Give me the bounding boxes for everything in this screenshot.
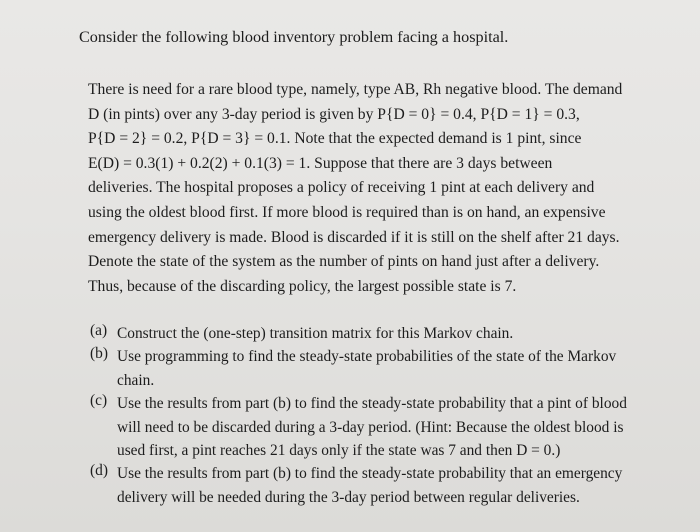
question-parts — [90, 322, 670, 509]
intro-sentence: Consider the following blood inventory problem facing a hospital. — [79, 28, 509, 46]
part-line: Use the results from part (b) to find the steady-state probability that a pint of blood — [117, 395, 627, 413]
part-d — [90, 462, 670, 509]
part-line: chain. — [117, 371, 155, 389]
part-label: (c) — [90, 392, 108, 410]
part-line: Use programming to find the steady-state probabilities of the state of the Markov — [117, 348, 617, 366]
part-label: (d) — [90, 462, 108, 480]
problem-line: E(D) = 0.3(1) + 0.2(2) + 0.1(3) = 1. Suppose that there are 3 days between — [88, 154, 553, 172]
problem-line: There is need for a rare blood type, namely, type AB, Rh negative blood. The demand — [88, 81, 623, 98]
part-label: (b) — [90, 345, 108, 363]
part-label: (a) — [90, 322, 108, 339]
part-b — [90, 345, 670, 392]
problem-statement — [88, 78, 668, 299]
problem-line: Denote the state of the system as the number of pints on hand just after a delivery. — [88, 253, 600, 271]
part-line: Construct the (one-step) transition matrix for this Markov chain. — [117, 325, 514, 342]
problem-line: emergency delivery is made. Blood is discarded if it is still on the shelf after 21 days. — [88, 228, 620, 246]
problem-line: P{D = 2} = 0.2, P{D = 3} = 0.1. Note that the expected demand is 1 pint, since — [88, 130, 582, 148]
part-line: will need to be discarded during a 3-day period. (Hint: Because the oldest blood is — [117, 418, 624, 436]
part-line: delivery will be needed during the 3-day period between regular deliveries. — [117, 488, 580, 506]
problem-line: Thus, because of the discarding policy, the largest possible state is 7. — [88, 277, 517, 295]
part-a — [90, 322, 670, 345]
problem-line: D (in pints) over any 3-day period is given by P{D = 0} = 0.4, P{D = 1} = 0.3, — [88, 105, 580, 123]
part-line: used first, a pint reaches 21 days only if the state was 7 and then D = 0.) — [117, 441, 561, 459]
part-line: Use the results from part (b) to find the steady-state probability that an emergency — [117, 465, 623, 483]
problem-line: deliveries. The hospital proposes a policy of receiving 1 pint at each delivery and — [88, 179, 595, 197]
part-c — [90, 392, 670, 462]
problem-line: using the oldest blood first. If more blood is required than is on hand, an expensive — [88, 203, 606, 221]
